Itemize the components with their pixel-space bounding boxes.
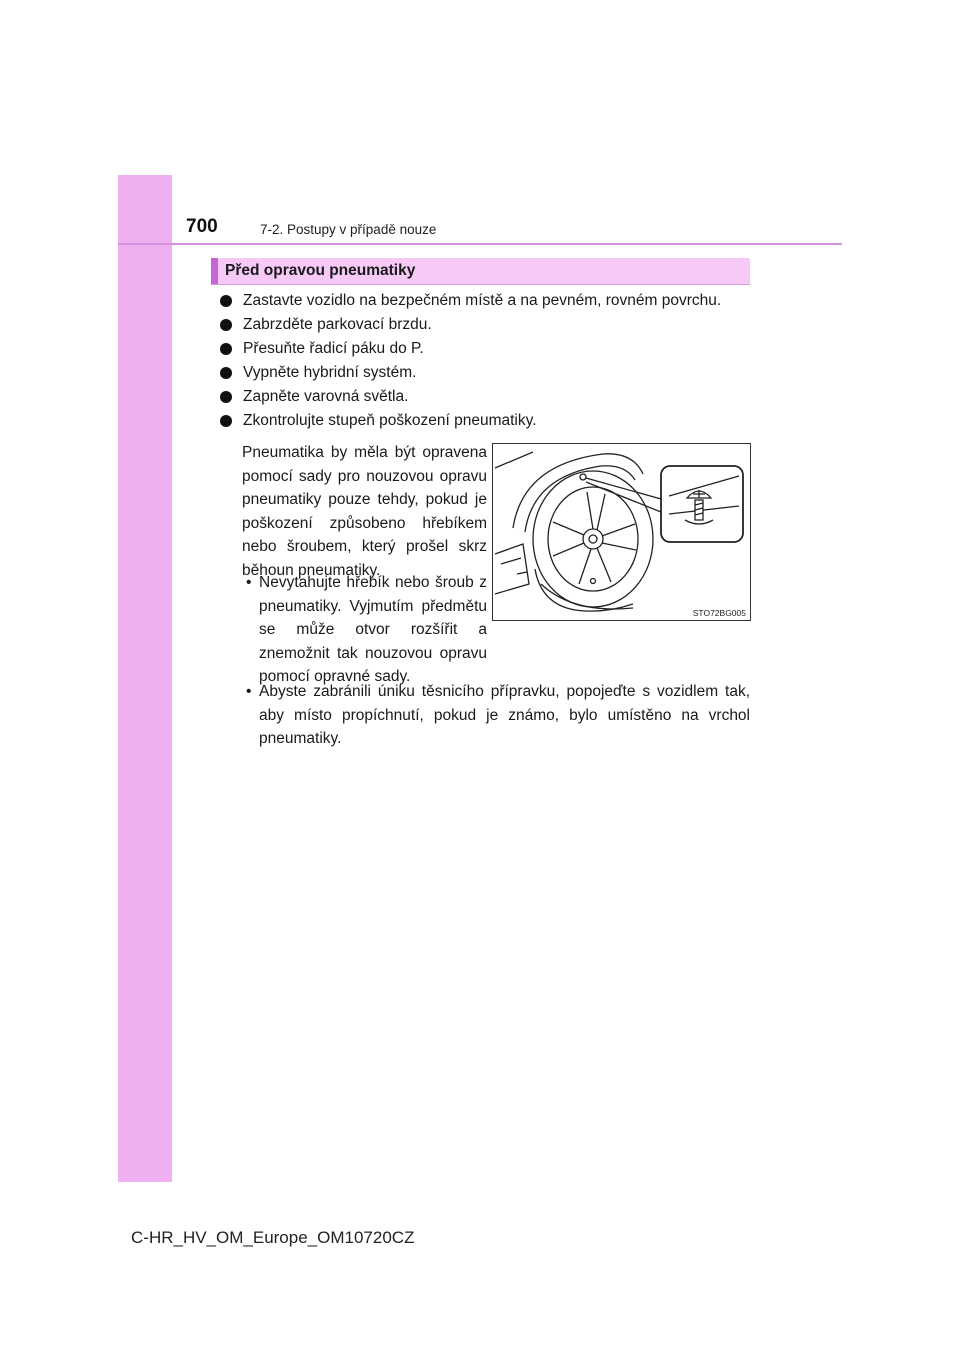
step-item (218, 314, 758, 338)
step-item (218, 290, 758, 314)
document-id: C-HR_HV_OM_Europe_OM10720CZ (131, 1228, 415, 1247)
page-side-tab (118, 175, 172, 1182)
bullet-dot-icon (220, 343, 232, 355)
section-title: 7-2. Postupy v případě nouze (260, 222, 437, 237)
tire-drawing (493, 444, 750, 620)
sub-bullet-item (242, 571, 487, 689)
bullet-dot-icon (220, 415, 232, 427)
header-divider (118, 243, 842, 245)
step-item (218, 338, 758, 362)
step-list (218, 290, 758, 434)
banner-accent (211, 258, 218, 284)
figure-code: STO72BG005 (692, 608, 746, 618)
sub-bullet-text: Abyste zabránili úniku těsnicího přípravku, popojeďte s vozidlem tak, aby místo propíchnutí, pokud je známo, bylo umístěno na vrchol pneumatiky. (259, 683, 750, 747)
step-text: Zabrzděte parkovací brzdu. (243, 316, 432, 333)
step-text: Zkontrolujte stupeň poškození pneumatiky. (243, 412, 537, 429)
step-text: Zapněte varovná světla. (243, 388, 409, 405)
sub-bullet-marker: • (246, 574, 252, 591)
step-item (218, 386, 758, 410)
banner-title: Před opravou pneumatiky (225, 262, 416, 279)
bullet-dot-icon (220, 367, 232, 379)
bullet-dot-icon (220, 319, 232, 331)
flat-tire-illustration (492, 443, 751, 621)
bullet-dot-icon (220, 295, 232, 307)
sub-bullet-text: Nevytahujte hřebík nebo šroub z pneumatiky. Vyjmutím předmětu se může otvor rozšířit a znemožnit tak nouzovou opravu pomocí opravné sady. (259, 574, 487, 685)
sub-bullet-marker: • (246, 683, 252, 700)
step-text: Vypněte hybridní systém. (243, 364, 417, 381)
section-banner (211, 258, 750, 285)
sub-bullet-item (242, 680, 750, 751)
step-text: Zastavte vozidlo na bezpečném místě a na pevném, rovném povrchu. (243, 292, 722, 309)
step-item (218, 362, 758, 386)
page-number: 700 (186, 216, 218, 237)
damage-paragraph: Pneumatika by měla být opravena pomocí sady pro nouzovou opravu pneumatiky pouze tehdy, pokud je poškození způsobeno hřebíkem nebo šroubem, který prošel skrz běhoun pneumatiky. (242, 444, 487, 579)
bullet-dot-icon (220, 391, 232, 403)
step-text: Přesuňte řadicí páku do P. (243, 340, 424, 357)
step-item (218, 410, 758, 434)
